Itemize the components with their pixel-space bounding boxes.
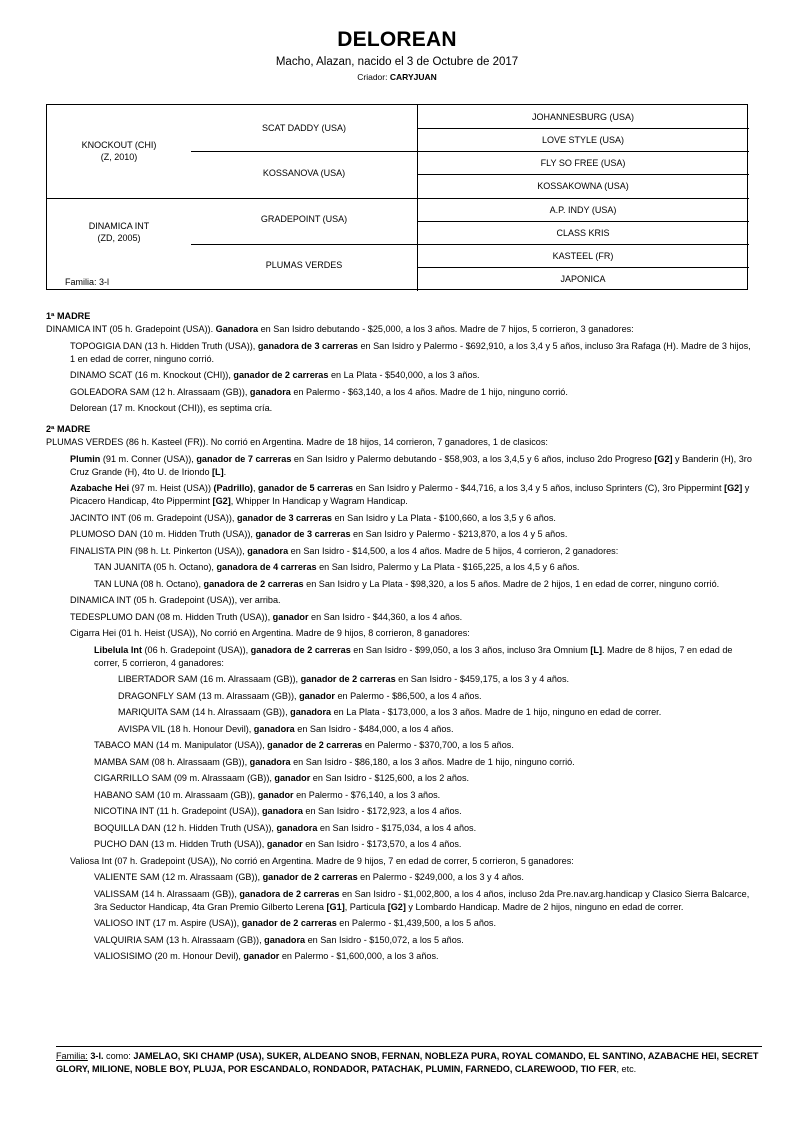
pedigree-divider — [47, 198, 419, 199]
pedigree-sire — [47, 139, 191, 163]
first-dam-foal: TOPOGIGIA DAN (13 h. Hidden Truth (USA)), ganadora de 3 carreras en San Isidro y Palermo - $692,910, a los 3,4 y 5 años, incluso 3ra Rafaga (H). Madre de 3 hijos, 1 en edad de correr, ninguno corrió. — [70, 340, 751, 364]
pedigree-great: JAPONICA — [560, 274, 606, 284]
pedigree-grandsire: GRADEPOINT (USA) — [260, 214, 348, 224]
pedigree-divider — [417, 244, 749, 245]
pedigree-granddam: PLUMAS VERDES — [265, 260, 343, 270]
libelula-foal: MARIQUITA SAM (14 h. Alrassaam (GB)), ganadora en La Plata - $173,000, a los 3 años. Madre de 1 hijo, ninguno en edad de correr. — [118, 707, 662, 717]
pedigree-great: JOHANNESBURG (USA) — [531, 112, 634, 122]
family-label: Familia: — [56, 1051, 88, 1061]
cigarra-foal: MAMBA SAM (08 h. Alrassaam (GB)), ganadora en San Isidro - $86,180, a los 3 años. Madre de 1 hijo, ninguno corrió. — [94, 756, 575, 767]
foal-finalista: FINALISTA PIN (98 h. Lt. Pinkerton (USA)), ganadora en San Isidro - $14,500, a los 4 años. Madre de 5 hijos, 4 corrieron, 2 ganadores: — [70, 545, 619, 556]
breeder-label: Criador: — [357, 72, 388, 82]
second-dam-heading: 2ª MADRE — [46, 424, 91, 434]
produce-record — [46, 310, 758, 967]
cigarra-foal: CIGARRILLO SAM (09 m. Alrassaam (GB)), ganador en San Isidro - $125,600, a los 2 años. — [94, 773, 470, 783]
pedigree-divider — [417, 151, 749, 152]
foal-valiosa: Valiosa Int (07 h. Gradepoint (USA)), No corrió en Argentina. Madre de 9 hijos, 7 en edad de correr, 5 corrieron, 5 ganadores: — [70, 855, 574, 866]
cigarra-foal: PUCHO DAN (13 m. Hidden Truth (USA)), ganador en San Isidro - $173,570, a los 4 años. — [94, 839, 462, 849]
pedigree-great: A.P. INDY (USA) — [549, 205, 617, 215]
pedigree-divider — [191, 151, 417, 152]
valiosa-foal: VALISSAM (14 h. Alrassaam (GB)), ganadora de 2 carreras en San Isidro - $1,002,800, a los 4 años, incluso 2da Pre.nav.arg.handicap y Clasico Sierra Balcarce, 3ra Seductor Handicap, 4ta Gran Premio Gilberto Lerena [G1], Particula [G2] y Lombardo Handicap. Madre de 2 hijos, ninguno en edad de correr. — [94, 888, 750, 912]
pedigree-divider — [417, 267, 749, 268]
pedigree-divider — [417, 128, 749, 129]
family-footer — [56, 1046, 762, 1076]
family-horses: JAMELAO, SKI CHAMP (USA), SUKER, ALDEANO SNOB, FERNAN, NOBLEZA PURA, ROYAL COMANDO, EL SANTINO, AZABACHE HEI, SECRET GLORY, MILIONE, NOBLE BOY, PLUJA, POR ESCANDALO, RONDADOR, PATACHAK, PLUMIN, FARNEDO, CLAREWOOD, TIO FER — [56, 1051, 759, 1074]
first-dam-heading: 1ª MADRE — [46, 311, 91, 321]
second-dam-intro: PLUMAS VERDES (86 h. Kasteel (FR)). No corrió en Argentina. Madre de 18 hijos, 14 corrieron, 7 ganadores, 1 de clasicos: — [46, 437, 548, 447]
foal-azabache: Azabache Hei (97 m. Heist (USA)) (Padrillo), ganador de 5 carreras en San Isidro y Palermo - $44,716, a los 3,4 y 5 años, incluso Sprinters (C), 3ro Pippermint [G2] y Picacero Handicap, 4to Pippermint [G2], Whipper In Handicap y Wagram Handicap. — [70, 483, 750, 506]
cigarra-foal: HABANO SAM (10 m. Alrassaam (GB)), ganador en Palermo - $76,140, a los 3 años. — [94, 789, 441, 800]
dam-name: DINAMICA INT — [88, 221, 150, 231]
pedigree-great: KASTEEL (FR) — [552, 251, 614, 261]
pedigree-great: KOSSAKOWNA (USA) — [537, 181, 629, 191]
libelula-foal: DRAGONFLY SAM (13 m. Alrassaam (GB)), ganador en Palermo - $86,500, a los 4 años. — [118, 690, 482, 701]
valiosa-foal: VALIOSO INT (17 m. Aspire (USA)), ganador de 2 carreras en Palermo - $1,439,500, a los 5 años. — [94, 918, 497, 928]
pedigree-divider — [417, 198, 749, 199]
pedigree-divider — [417, 174, 749, 175]
first-dam-foal: DINAMO SCAT (16 m. Knockout (CHI)), ganador de 2 carreras en La Plata - $540,000, a los 3 años. — [70, 370, 480, 380]
valiosa-foal: VALQUIRIA SAM (13 h. Alrassaam (GB)), ganadora en San Isidro - $150,072, a los 5 años. — [94, 934, 464, 945]
pedigree-dam — [47, 220, 191, 244]
first-dam-foal: Delorean (17 m. Knockout (CHI)), es septima cría. — [70, 403, 273, 413]
cigarra-foal: BOQUILLA DAN (12 h. Hidden Truth (USA)), ganadora en San Isidro - $175,034, a los 4 años. — [94, 822, 477, 833]
libelula-foal: AVISPA VIL (18 h. Honour Devil), ganadora en San Isidro - $484,000, a los 4 años. — [118, 723, 454, 734]
cigarra-foal: TABACO MAN (14 m. Manipulator (USA)), ganador de 2 carreras en Palermo - $370,700, a los 5 años. — [94, 740, 514, 750]
valiosa-foal: VALIENTE SAM (12 m. Alrassaam (GB)), ganador de 2 carreras en Palermo - $249,000, a los 3 y 4 años. — [94, 872, 524, 882]
foal-tedesplumo: TEDESPLUMO DAN (08 m. Hidden Truth (USA)), ganador en San Isidro - $44,360, a los 4 años. — [70, 611, 463, 622]
valiosa-foal: VALIOSISIMO (20 m. Honour Devil), ganador en Palermo - $1,600,000, a los 3 años. — [94, 951, 439, 961]
foal-libelula: Libelula Int (06 h. Gradepoint (USA)), ganadora de 2 carreras en San Isidro - $99,050, a los 3 años, incluso 3ra Omnium [L]. Madre de 8 hijos, 7 en edad de correr, 5 corrieron, 4 ganadores: — [94, 644, 733, 668]
foal-plumoso: PLUMOSO DAN (10 m. Hidden Truth (USA)), ganador de 3 carreras en San Isidro y Palermo - $213,870, a los 4 y 5 años. — [70, 529, 568, 539]
family-como: como: — [103, 1051, 134, 1061]
horse-description: Macho, Alazan, nacido el 3 de Octubre de 2017 — [275, 56, 519, 68]
pedigree-divider — [417, 221, 749, 222]
libelula-foal: LIBERTADOR SAM (16 m. Alrassaam (GB)), ganador de 2 carreras en San Isidro - $459,175, a los 3 y 4 años. — [118, 674, 570, 684]
pedigree-grandsire: SCAT DADDY (USA) — [261, 123, 346, 133]
first-dam-foal: GOLEADORA SAM (12 h. Alrassaam (GB)), ganadora en Palermo - $63,140, a los 4 años. Madre de 1 hijo, ninguno corrió. — [70, 386, 568, 397]
breeder-line — [0, 72, 794, 82]
dam-detail: (ZD, 2005) — [97, 233, 141, 243]
cigarra-foal: NICOTINA INT (11 h. Gradepoint (USA)), ganadora en San Isidro - $172,923, a los 4 años. — [94, 806, 462, 816]
pedigree-table — [46, 104, 748, 290]
pedigree-great: FLY SO FREE (USA) — [540, 158, 626, 168]
first-dam-intro: DINAMICA INT (05 h. Gradepoint (USA)). Ganadora en San Isidro debutando - $25,000, a los 3 años. Madre de 7 hijos, 5 corrieron, 3 ganadores: — [46, 324, 634, 334]
family-number: 3-l. — [87, 1051, 104, 1061]
pedigree-great: CLASS KRIS — [556, 228, 610, 238]
family-etc: , etc. — [616, 1064, 637, 1074]
foal-cigarra: Cigarra Hei (01 h. Heist (USA)), No corrió en Argentina. Madre de 9 hijos, 8 corrieron, 8 ganadores: — [70, 628, 470, 638]
foal-dinamica: DINAMICA INT (05 h. Gradepoint (USA)), ver arriba. — [70, 595, 281, 605]
pedigree-great: LOVE STYLE (USA) — [541, 135, 625, 145]
pedigree-family: Familia: 3-l — [65, 277, 110, 287]
foal-jacinto: JACINTO INT (06 m. Gradepoint (USA)), ganador de 3 carreras en San Isidro y La Plata - $100,660, a los 3,5 y 6 años. — [70, 512, 556, 523]
foal-tanjuanita: TAN JUANITA (05 h. Octano), ganadora de 4 carreras en San Isidro, Palermo y La Plata - $165,225, a los 4,5 y 6 años. — [94, 562, 580, 572]
pedigree-granddam: KOSSANOVA (USA) — [262, 168, 346, 178]
sire-detail: (Z, 2010) — [100, 152, 138, 162]
breeder-name: CARYJUAN — [389, 72, 437, 82]
sire-name: KNOCKOUT (CHI) — [81, 140, 157, 150]
pedigree-divider — [191, 244, 417, 245]
horse-name-title: DELOREAN — [337, 28, 457, 51]
foal-tanluna: TAN LUNA (08 h. Octano), ganadora de 2 carreras en San Isidro y La Plata - $98,320, a los 5 años. Madre de 2 hijos, 1 en edad de correr, ninguno corrió. — [94, 578, 720, 589]
foal-plumin: Plumin (91 m. Conner (USA)), ganador de 7 carreras en San Isidro y Palermo debutando - $58,903, a los 3,4,5 y 6 años, incluso 2do Progreso [G2] y Banderin (H), 3ro Cruz Grande (H), 4to U. de Iriondo [L]. — [70, 453, 752, 477]
